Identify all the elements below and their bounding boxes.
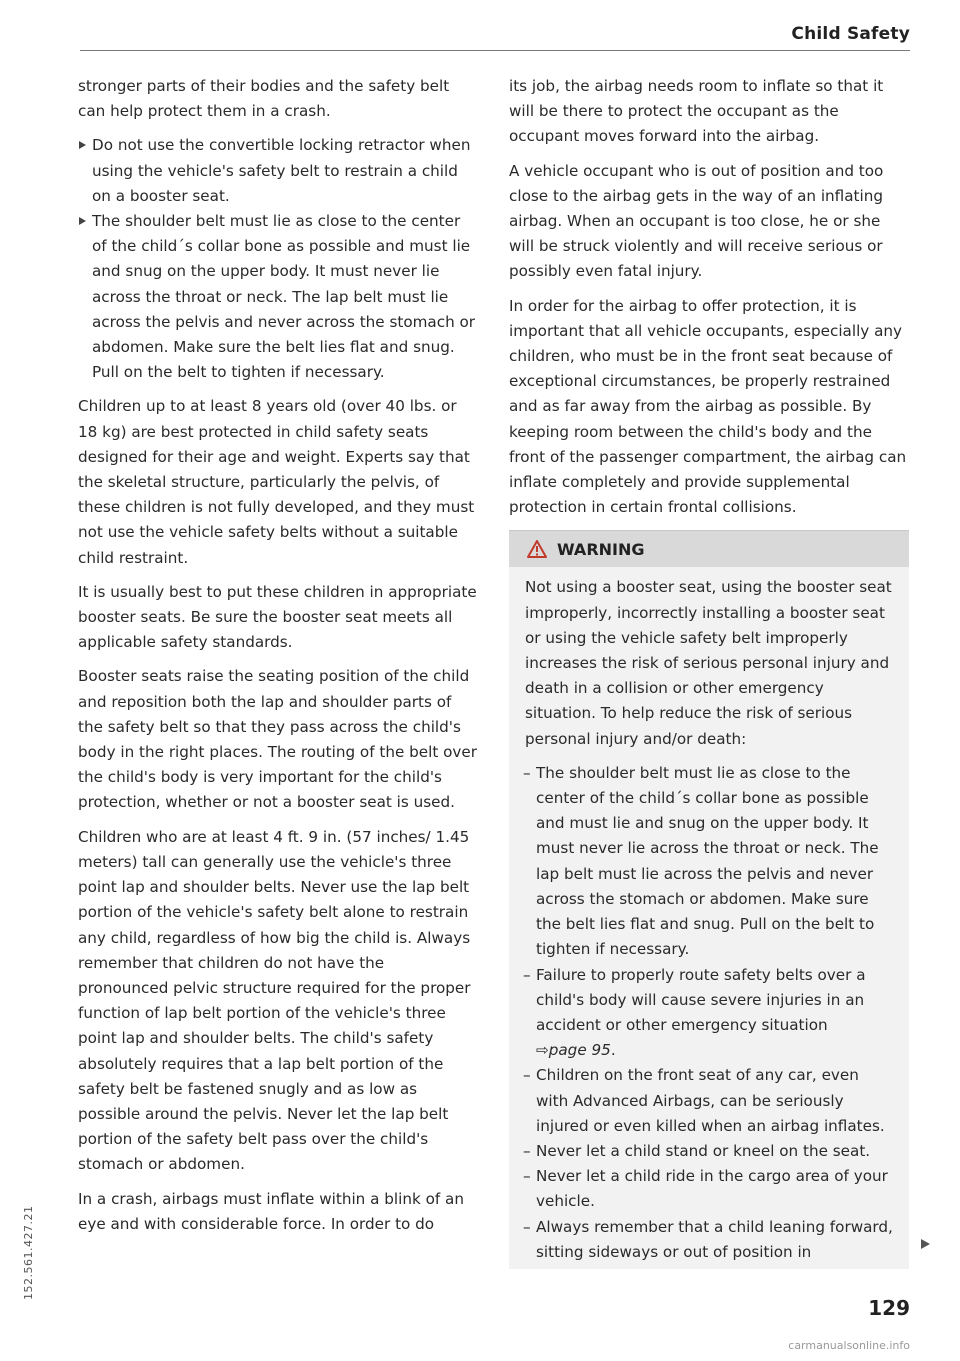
- warning-item: – Always remember that a child leaning forward, sitting sideways or out of position in: [525, 1215, 893, 1265]
- warning-title: WARNING: [557, 539, 645, 559]
- paragraph-booster-positioning: Booster seats raise the seating position of the child and reposition both the lap and shoulder parts of the safety belt so that they pass across the child's body in the right places. The routing of the belt over the child's body is very important for the child's protection, whether or not a booster seat is used.: [78, 667, 477, 812]
- warning-box: [509, 530, 909, 1268]
- continue-arrow-icon: [921, 1239, 930, 1249]
- paragraph-airbag-room: its job, the airbag needs room to inflate so that it will be there to protect the occupant as the occupant moves forward into the airbag.: [509, 77, 884, 146]
- page-reference-text: page 95: [548, 1041, 611, 1060]
- bullet-item: Do not use the convertible locking retractor when using the vehicle's safety belt to restrain a child on a booster seat.: [78, 133, 478, 209]
- warning-item: – Never let a child ride in the cargo area of your vehicle.: [525, 1164, 893, 1214]
- warning-item: – Children on the front seat of any car, even with Advanced Airbags, can be seriously injured or even killed when an airbag inflates.: [525, 1063, 893, 1139]
- paragraph-lap-shoulder-belts: Children who are at least 4 ft. 9 in. (57 inches/ 1.45 meters) tall can generally use the vehicle's three point lap and shoulder belts. Never use the lap belt portion of the vehicle's safety belt alone to restrain any child, regardless of how big the child is. Always remember that children do not have the pronounced pelvic structure required for the proper function of lap belt portion of the vehicle's three point lap and shoulder belts. The child's safety absolutely requires that a lap belt portion of the safety belt be fastened snugly and as low as possible around the pelvis. Never let the lap belt portion of the safety belt pass over the child's stomach or abdomen.: [78, 827, 471, 1174]
- bullet-list: [78, 133, 478, 385]
- page-number: 129: [868, 1296, 910, 1320]
- left-intro-paragraph: stronger parts of their bodies and the safety belt can help protect them in a crash.: [78, 77, 450, 121]
- left-column: [78, 74, 478, 1246]
- warning-intro: Not using a booster seat, using the booster seat improperly, incorrectly installing a booster seat or using the vehicle safety belt improperly increases the risk of serious personal injury and death in a collision or other emergency situation. To help reduce the risk of serious personal injury and/or death:: [525, 578, 892, 748]
- header-divider: [80, 50, 910, 51]
- arrow-right-icon: ⇨: [536, 1041, 549, 1060]
- warning-item: [525, 963, 893, 1064]
- warning-item: – The shoulder belt must lie as close to the center of the child´s collar bone as possible and must lie and snug on the upper body. It must never lie across the throat or neck. The lap belt must lie across the pelvis and never across the stomach or abdomen. Make sure the belt lies flat and snug. Pull on the belt to tighten if necessary.: [525, 761, 893, 963]
- paragraph-airbag-protection: In order for the airbag to offer protection, it is important that all vehicle occupants, especially any children, who must be in the front seat because of exceptional circumstances, be properly restrained and as far away from the airbag as possible. By keeping room between the child's body and the front of the passenger compartment, the airbag can inflate completely and provide supplemental protection in certain frontal collisions.: [509, 296, 907, 517]
- warning-triangle-icon: [527, 540, 547, 558]
- page-header-title: Child Safety: [791, 24, 910, 44]
- warning-item: – Never let a child stand or kneel on the seat.: [525, 1139, 893, 1164]
- document-code: 152.561.427.21: [22, 1205, 35, 1300]
- paragraph-child-safety-seats: Children up to at least 8 years old (over 40 lbs. or 18 kg) are best protected in child safety seats designed for their age and weight. Experts say that the skeletal structure, particularly the pelvis, of these children is not fully developed, and they must not use the vehicle safety belts without a suitable child restraint.: [78, 397, 475, 567]
- paragraph-airbag-crash: In a crash, airbags must inflate within a blink of an eye and with considerable force. In order to do: [78, 1189, 464, 1233]
- paragraph-booster-seats: It is usually best to put these children in appropriate booster seats. Be sure the booster seat meets all applicable safety standards.: [78, 582, 477, 652]
- watermark: carmanualsonline.info: [788, 1339, 910, 1352]
- right-column: [509, 74, 909, 1269]
- warning-list: [525, 761, 893, 1265]
- warning-header: [509, 531, 909, 567]
- paragraph-out-of-position: A vehicle occupant who is out of position and too close to the airbag gets in the way of an inflating airbag. When an occupant is too close, he or she will be struck violently and will receive serious or possibly even fatal injury.: [509, 161, 884, 281]
- warning-item-text: Failure to properly route safety belts over a child's body will cause severe injuries in an accident or other emergency situation: [536, 965, 866, 1034]
- warning-body: [509, 567, 909, 1268]
- reference-period: .: [610, 1041, 616, 1060]
- page-reference-link[interactable]: [536, 1041, 611, 1059]
- bullet-item: The shoulder belt must lie as close to the center of the child´s collar bone as possible and must lie and snug on the upper body. It must never lie across the throat or neck. The lap belt must lie across the pelvis and never across the stomach or abdomen. Make sure the belt lies flat and snug. Pull on the belt to tighten if necessary.: [78, 209, 478, 385]
